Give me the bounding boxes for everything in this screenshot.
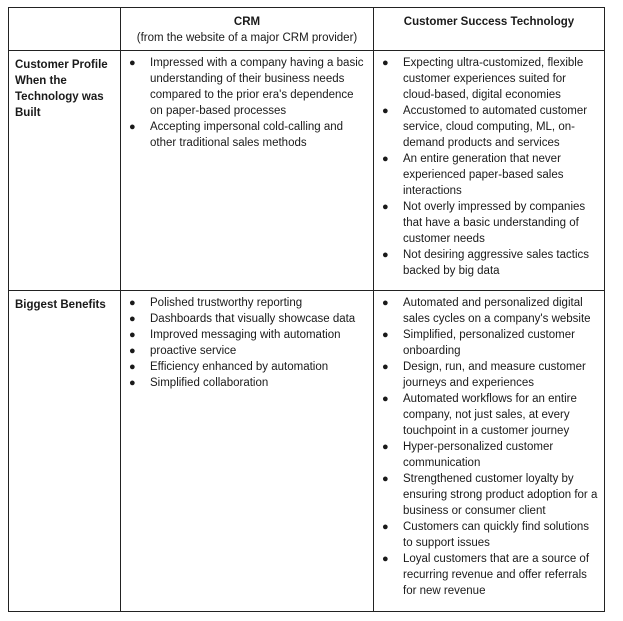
cst-cell [374, 51, 605, 291]
list-item-text: Polished trustworthy reporting [150, 297, 303, 309]
comparison-table [8, 7, 605, 612]
bullet-icon: ● [382, 441, 389, 453]
bullet-icon: ● [382, 521, 389, 533]
bullet-icon: ● [382, 201, 389, 213]
list-item-text: Automated workflows for an entire company, not just sales, at every touchpoint in a customer journey [403, 393, 577, 437]
row-biggest-benefits [9, 291, 605, 612]
list-item-text: Strengthened customer loyalty by ensuring strong product adoption for a business or consumer client [403, 473, 598, 517]
cst-cell [374, 291, 605, 612]
header-crm-subtitle: (from the website of a major CRM provider) [136, 32, 358, 44]
row-label: Biggest Benefits [9, 291, 121, 612]
bullet-icon: ● [129, 57, 136, 69]
list-item [121, 295, 369, 311]
bullet-icon: ● [382, 473, 389, 485]
bullet-icon: ● [129, 121, 136, 133]
list-item [121, 343, 369, 359]
list-item-text: Accustomed to automated customer service, cloud computing, ML, on-demand products and services [403, 105, 588, 149]
list-item-text: Not desiring aggressive sales tactics backed by big data [403, 249, 589, 277]
list-item-text: Improved messaging with automation [150, 329, 341, 341]
list-item-text: Design, run, and measure customer journeys and experiences [403, 361, 586, 389]
bullet-icon: ● [129, 345, 136, 357]
crm-cell [121, 51, 374, 291]
list-item [121, 359, 369, 375]
header-row [9, 8, 605, 51]
list-item-text: An entire generation that never experienced paper-based sales interactions [403, 153, 564, 197]
list-item [374, 151, 600, 199]
bullet-icon: ● [382, 329, 389, 341]
list-item-text: Expecting ultra-customized, flexible customer experiences suited for cloud-based, digital economies [403, 57, 584, 101]
header-crm [121, 8, 374, 51]
bullet-icon: ● [382, 249, 389, 261]
header-customer-success [374, 8, 605, 51]
list-item [374, 247, 600, 279]
header-empty-cell [9, 8, 121, 51]
list-item [374, 471, 600, 519]
list-item [374, 391, 600, 439]
list-item-text: Customers can quickly find solutions to support issues [403, 521, 589, 549]
list-item [374, 519, 600, 551]
bullet-icon: ● [129, 377, 136, 389]
bullet-icon: ● [382, 105, 389, 117]
list-item-text: Accepting impersonal cold-calling and other traditional sales methods [150, 121, 344, 149]
list-item-text: Not overly impressed by companies that have a basic understanding of customer needs [403, 201, 586, 245]
list-item-text: Hyper-personalized customer communication [403, 441, 554, 469]
list-item [374, 359, 600, 391]
bullet-list [121, 295, 369, 391]
list-item [374, 295, 600, 327]
list-item-text: Automated and personalized digital sales cycles on a company's website [403, 297, 591, 325]
list-item [374, 327, 600, 359]
row-label: Customer Profile When the Technology was Built [9, 51, 121, 291]
list-item [374, 551, 600, 599]
bullet-icon: ● [129, 361, 136, 373]
bullet-list [121, 55, 369, 151]
row-customer-profile [9, 51, 605, 291]
list-item-text: Loyal customers that are a source of recurring revenue and offer referrals for new revenue [403, 553, 590, 597]
list-item [121, 375, 369, 391]
list-item-text: Impressed with a company having a basic understanding of their business needs compared to the prior era's dependence on paper-based processes [150, 57, 364, 117]
bullet-icon: ● [382, 553, 389, 565]
bullet-icon: ● [129, 313, 136, 325]
bullet-icon: ● [382, 393, 389, 405]
bullet-icon: ● [382, 361, 389, 373]
list-item-text: Simplified collaboration [150, 377, 269, 389]
list-item-text: Simplified, personalized customer onboarding [403, 329, 575, 357]
list-item [121, 119, 369, 151]
bullet-list [374, 55, 600, 279]
bullet-icon: ● [129, 329, 136, 341]
crm-cell [121, 291, 374, 612]
bullet-icon: ● [382, 297, 389, 309]
header-cst-title: Customer Success Technology [403, 16, 575, 28]
list-item-text: proactive service [150, 345, 237, 357]
header-crm-title: CRM [233, 16, 261, 28]
list-item [374, 439, 600, 471]
list-item [374, 103, 600, 151]
list-item-text: Dashboards that visually showcase data [150, 313, 356, 325]
bullet-icon: ● [382, 57, 389, 69]
list-item [374, 199, 600, 247]
bullet-list [374, 295, 600, 599]
list-item [374, 55, 600, 103]
list-item [121, 55, 369, 119]
list-item [121, 311, 369, 327]
list-item [121, 327, 369, 343]
bullet-icon: ● [129, 297, 136, 309]
list-item-text: Efficiency enhanced by automation [150, 361, 329, 373]
bullet-icon: ● [382, 153, 389, 165]
